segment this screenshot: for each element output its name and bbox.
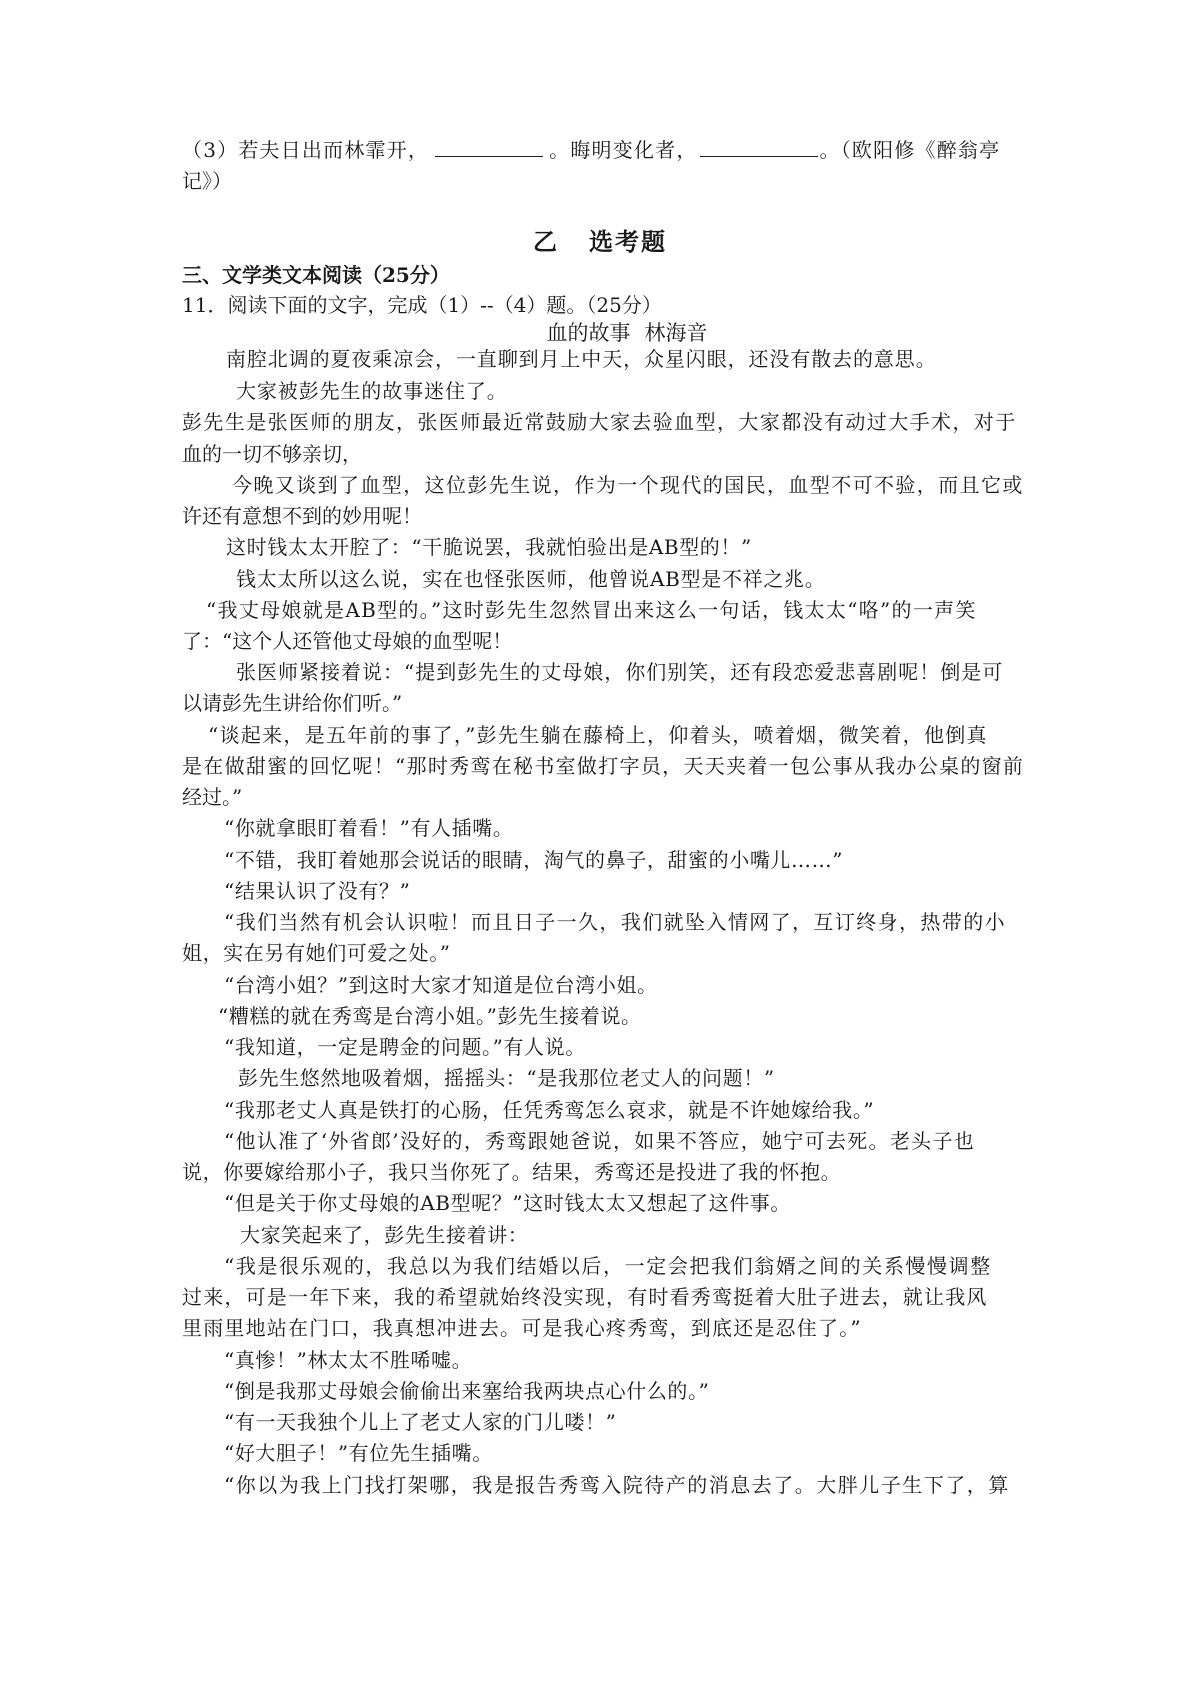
answer-blank-1[interactable] (435, 134, 543, 157)
story-line: “我那老丈人真是铁打的心肠，任凭秀鸾怎么哀求，就是不许她嫁给我。” (224, 1098, 875, 1122)
story-line: “台湾小姐？”到这时大家才知道是位台湾小姐。 (224, 973, 658, 997)
story-line: “不错，我盯着她那会说话的眼睛，淘气的鼻子，甜蜜的小嘴儿……” (224, 848, 844, 872)
answer-blank-2[interactable] (700, 134, 818, 157)
story-line: “但是关于你丈母娘的AB型呢？”这时钱太太又想起了这件事。 (224, 1191, 791, 1215)
story-line: “有一天我独个儿上了老丈人家的门儿喽！” (224, 1410, 617, 1434)
story-line: “真惨！”林太太不胜唏嘘。 (224, 1348, 473, 1372)
part-three-heading: 三、文学类文本阅读（25分） (182, 263, 450, 287)
story-line: 里雨里地站在门口，我真想冲进去。可是我心疼秀鸾，到底还是忍住了。” (182, 1316, 862, 1340)
story-line: 是在做甜蜜的回忆呢！“那时秀鸾在秘书室做打字员，天天夹着一包公事从我办公桌的窗前 (182, 754, 1025, 778)
q10-3-text-a: （3）若夫日出而林霏开， (182, 138, 430, 162)
story-line: 今晚又谈到了血型，这位彭先生说，作为一个现代的国民，血型不可不验，而且它或 (232, 473, 1024, 497)
story-line: 这时钱太太开腔了：“干脆说罢，我就怕验出是AB型的！” (226, 535, 752, 559)
story-line: “糟糕的就在秀鸾是台湾小姐。”彭先生接着说。 (218, 1004, 642, 1028)
story-heading (0, 317, 1200, 347)
story-line: 姐，实在另有她们可爱之处。” (182, 941, 451, 965)
story-line: 南腔北调的夏夜乘凉会，一直聊到月上中天，众星闪眼，还没有散去的意思。 (226, 347, 937, 371)
question-10-3-line2: 记》） (182, 169, 232, 193)
story-line: “结果认识了没有？” (224, 879, 411, 903)
story-line: “你就拿眼盯着看！”有人插嘴。 (224, 816, 514, 840)
story-line: 过来，可是一年下来，我的希望就始终没实现，有时看秀鸾挺着大肚子进去，就让我风 (182, 1285, 988, 1309)
story-title: 血的故事 (546, 321, 631, 345)
story-line: 钱太太所以这么说，实在也怪张医师，他曾说AB型是不祥之兆。 (236, 567, 826, 591)
story-line: 彭先生是张医师的朋友，张医师最近常鼓励大家去验血型，大家都没有动过大手术，对于 (182, 410, 1017, 434)
story-line: 张医师紧接着说：“提到彭先生的丈母娘，你们别笑，还有段恋爱悲喜剧呢！倒是可 (236, 660, 1004, 684)
story-line: 经过。” (182, 785, 243, 809)
q10-3-text-b: 。晦明变化者， (549, 138, 698, 162)
story-line: 大家被彭先生的故事迷住了。 (236, 379, 508, 403)
story-line: “他认准了‘外省郎’没好的，秀鸾跟她爸说，如果不答应，她宁可去死。老头子也 (224, 1129, 976, 1153)
story-line: 了：“这个人还管他丈母娘的血型呢！ (182, 629, 513, 653)
story-line: 大家笑起来了，彭先生接着讲： (240, 1223, 529, 1247)
section-title: 选考题 (589, 227, 667, 256)
story-line: “倒是我那丈母娘会偷偷出来塞给我两块点心什么的。” (224, 1379, 710, 1403)
story-line: “我丈母娘就是AB型的。”这时彭先生忽然冒出来这么一句话，钱太太“咯”的一声笑 (206, 598, 977, 622)
question-10-3-line1 (182, 134, 1000, 165)
section-label: 乙 (533, 227, 559, 256)
question-11-instruction: 11．阅读下面的文字，完成（1）--（4）题。（25分） (182, 293, 662, 317)
story-line: 彭先生悠然地吸着烟，摇摇头：“是我那位老丈人的问题！” (238, 1066, 775, 1090)
q10-3-text-c: 。（欧阳修《醉翁亭 (819, 138, 1001, 162)
story-line: 以请彭先生讲给你们听。” (182, 691, 403, 715)
story-line: “我是很乐观的，我总以为我们结婚以后，一定会把我们翁婿之间的关系慢慢调整 (224, 1254, 992, 1278)
story-line: 血的一切不够亲切， (182, 442, 362, 466)
story-line: 说，你要嫁给那小子，我只当你死了。结果，秀鸾还是投进了我的怀抱。 (182, 1160, 842, 1184)
section-heading (0, 222, 1200, 257)
story-author: 林海音 (644, 321, 708, 345)
story-line: “谈起来，是五年前的事了，”彭先生躺在藤椅上，仰着头，喷着烟，微笑着，他倒真 (208, 723, 988, 747)
story-line: “我们当然有机会认识啦！而且日子一久，我们就坠入情网了，互订终身，热带的小 (224, 910, 1007, 934)
story-line: 许还有意想不到的妙用呢！ (182, 504, 422, 528)
story-line: “你以为我上门找打架哪，我是报告秀鸾入院待产的消息去了。大胖儿子生下了，算 (224, 1473, 1010, 1497)
story-line: “我知道，一定是聘金的问题。”有人说。 (224, 1035, 586, 1059)
story-line: “好大胆子！”有位先生插嘴。 (224, 1441, 493, 1465)
